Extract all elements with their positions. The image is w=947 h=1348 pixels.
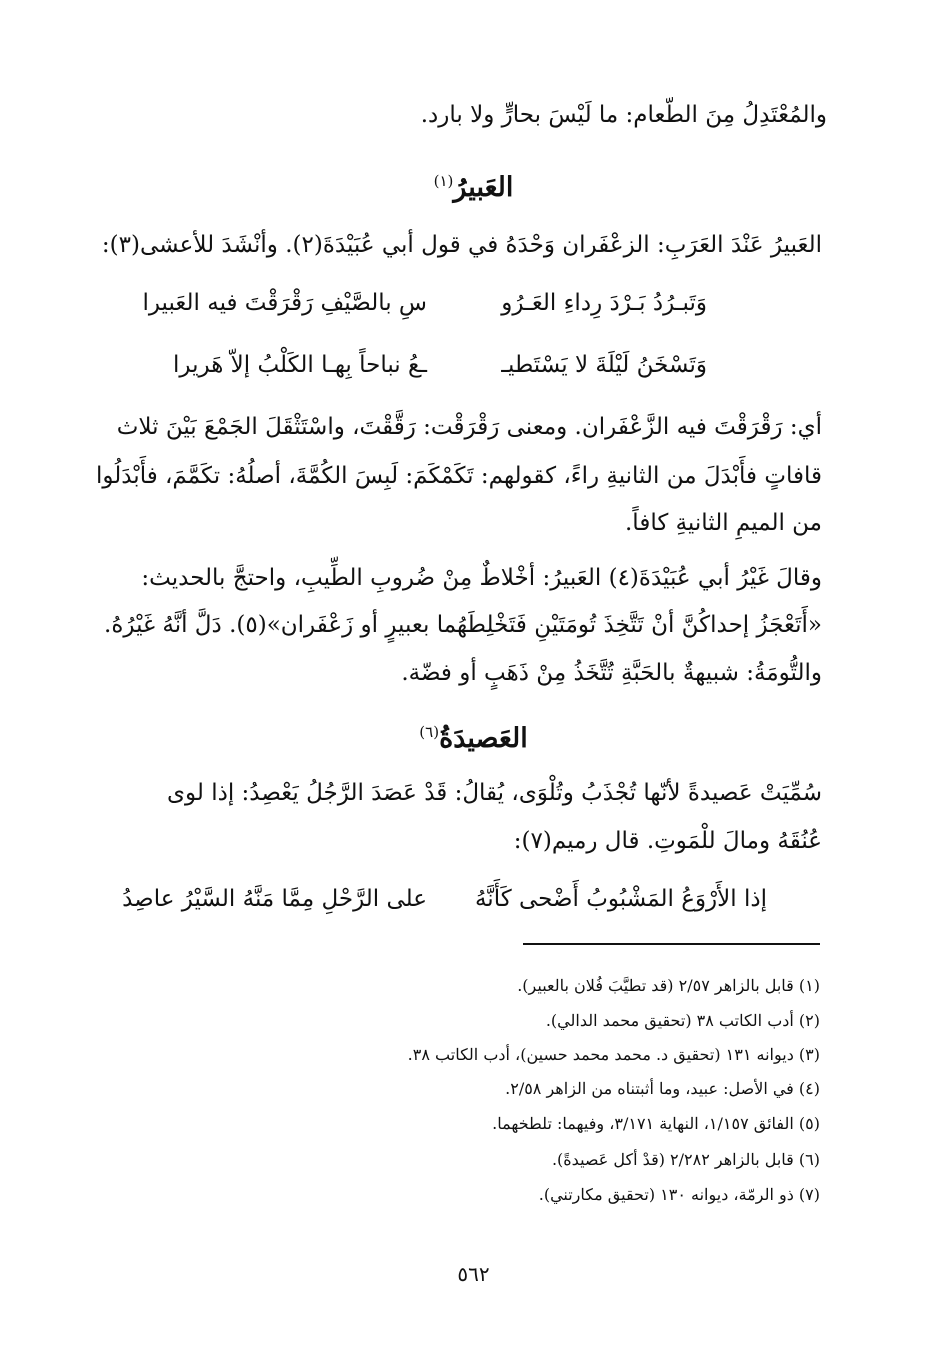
paragraph-raqraqt-line-2: قافاتٍ فأَبْدَلَ من الثانيةِ راءً، كقولهم: تَكَمْكَمَ: لَبِسَ الكُمَّةَ، أصلُهُ: تكَمَّمَ، فأَبْدَلُوا xyxy=(95,463,822,489)
entry-heading-asida-text: العَصيدَةُ xyxy=(439,723,528,754)
entry-heading-asida xyxy=(0,714,947,757)
verse-3-first-hemistich: إذا الأَرْوَعُ المَشْبُوبُ أَضْحى كَأَنَّهُ xyxy=(474,886,767,912)
entry-heading-abir xyxy=(0,163,947,206)
paragraph-raqraqt-line-1: أي: رَقْرَقْتَ فيه الزَّعْفَران. ومعنى رَقْرَقْت: رَقَّقْتَ، واسْتَثْقَلَ الجَمْعَ بَيْنَ ثلاث xyxy=(116,414,822,440)
footnote-5: (٥) الفائق ١/١٥٧، النهاية ٣/١٧١، وفيهما: تلطخهما. xyxy=(492,1114,820,1133)
entry-heading-abir-ref: (١) xyxy=(433,172,454,190)
paragraph-other-view-line-2: «أَتَعْجَزُ إحداكُنَّ أنْ تَتَّخِذَ تُومَتَيْنِ فَتَخْلِطَهُما بعبيرٍ أو زَعْفَران»(٥). دَلَّ أنَّهُ غَيْرُهُ. xyxy=(104,612,822,638)
verse-3-second-hemistich: على الرَّحْلِ مِمَّا مَنَّهُ السَّيْرُ عاصِدُ xyxy=(122,886,427,912)
paragraph-abir-definition: العَبيرُ عَنْدَ العَرَبِ: الزعْفَران وَحْدَهُ في قول أبي عُبَيْدَةَ(٢). وأنْشَدَ للأعشى(٣): xyxy=(101,232,822,258)
footnote-6: (٦) قابل بالزاهر ٢/٢٨٢ (قدْ أكل عَصيدةً). xyxy=(551,1150,820,1169)
footnote-4: (٤) في الأصل: عبيد، وما أثبتناه من الزاهر ٢/٥٨. xyxy=(505,1079,820,1098)
paragraph-other-view-line-1: وقالَ غَيْرُ أبي عُبَيْدَةَ(٤) العَبيرُ: أخْلاطٌ مِنْ ضُروبِ الطِّيبِ، واحتجَّ بالحديث: xyxy=(141,565,822,591)
verse-2-first-hemistich: وَتَسْخَنُ لَيْلَةَ لا يَسْتَطيـ xyxy=(501,352,707,378)
entry-heading-asida-ref: (٦) xyxy=(419,723,440,741)
footnote-3: (٣) ديوانه ١٣١ (تحقيق د. محمد محمد حسين)، أدب الكاتب ٣٨. xyxy=(407,1045,820,1064)
paragraph-raqraqt-line-3: من الميمِ الثانيةِ كافاً. xyxy=(625,510,822,536)
verse-2-second-hemistich: ـعُ نباحاً بِهـا الكَلْبُ إلاّ هَريرا xyxy=(173,352,427,378)
paragraph-other-view-line-3: والتُّومَةُ: شبيهةٌ بالحَبَّةِ تُتَّخَذُ مِنْ ذَهَبٍ أو فضّة. xyxy=(401,660,822,686)
verse-1-first-hemistich: وَتَبـرُدُ بَـرْدَ رِداءِ العَـرُو xyxy=(501,290,707,316)
paragraph-asida-line-2: عُنُقَهُ ومالَ للْمَوتِ. قال رميم(٧): xyxy=(513,828,822,854)
intro-line: والمُعْتَدِلُ مِنَ الطّعام: ما لَيْسَ بحارٍّ ولا بارد. xyxy=(420,102,827,128)
footnote-1: (١) قابل بالزاهر ٢/٥٧ (قد تطيَّبَ فُلان بالعبير). xyxy=(517,976,820,995)
paragraph-asida-line-1: سُمِّيَتْ عَصيدةً لأنّها تُجْذَبُ وتُلْوَى، يُقالُ: قَدْ عَصَدَ الرَّجُلُ يَعْصِدُ: إذا لوى xyxy=(167,780,822,806)
footnote-2: (٢) أدب الكاتب ٣٨ (تحقيق محمد الدالي). xyxy=(545,1011,820,1030)
verse-1-second-hemistich: سِ بالصَّيْفِ رَقْرَقْتَ فيه العَبيرا xyxy=(142,290,427,316)
entry-heading-abir-text: العَبيرُ xyxy=(453,172,514,203)
footnote-separator xyxy=(523,943,820,945)
footnote-7: (٧) ذو الرمّة، ديوانه ١٣٠ (تحقيق مكارتني). xyxy=(538,1185,820,1204)
page-number: ٥٦٢ xyxy=(457,1262,490,1286)
